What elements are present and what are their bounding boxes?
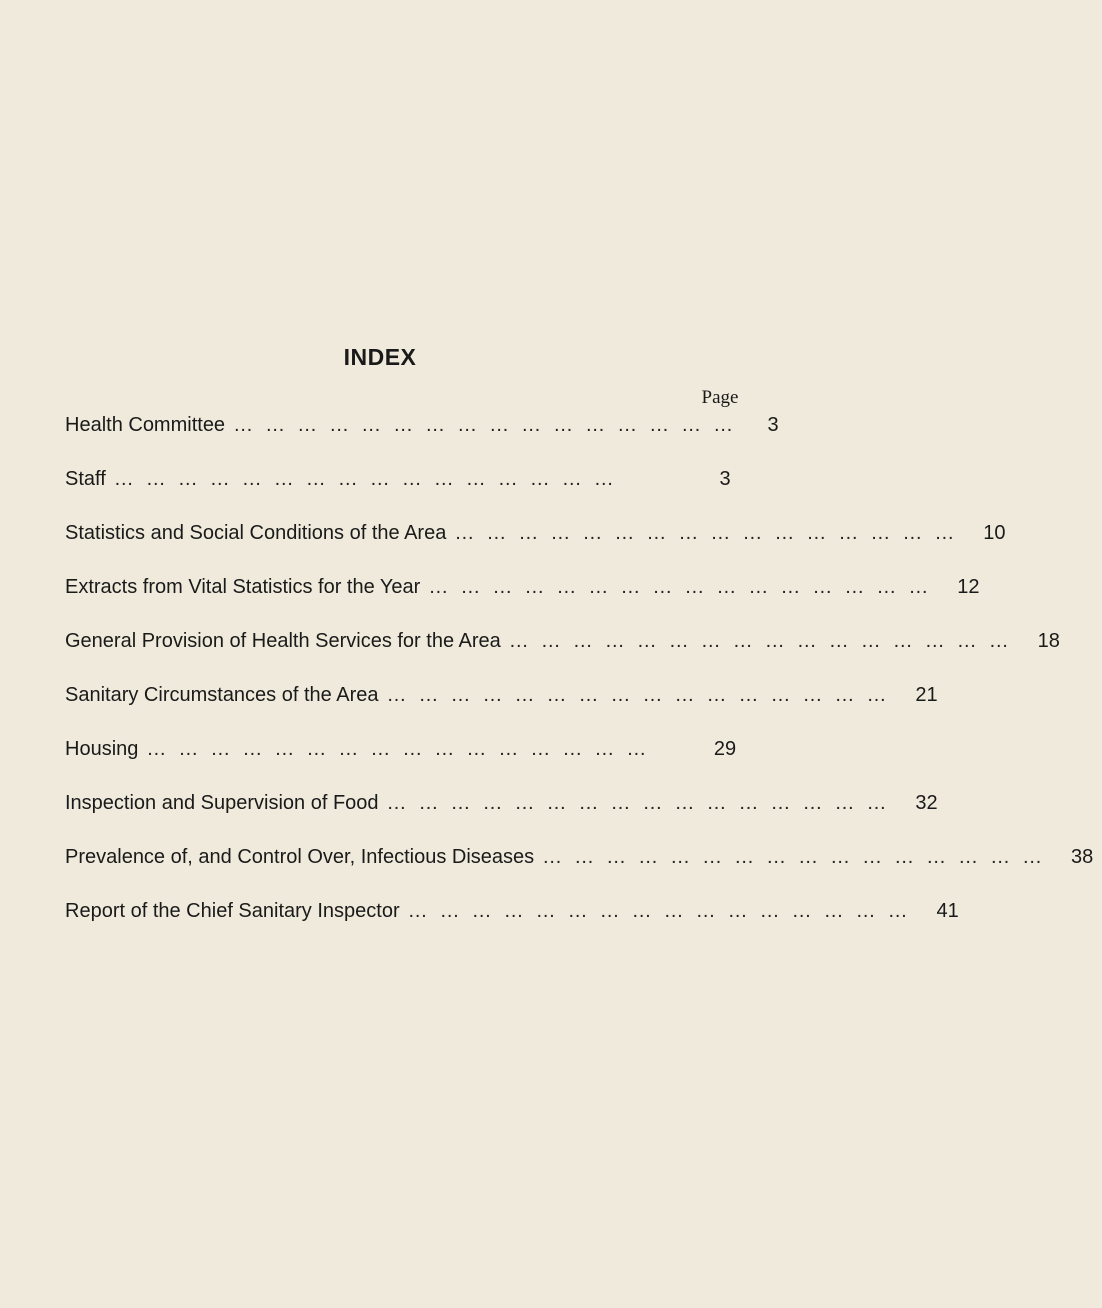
- index-entry-title: Health Committee: [65, 414, 226, 436]
- index-entry-page: 38: [1071, 846, 1094, 868]
- index-row: [65, 468, 745, 522]
- index-row: [65, 684, 938, 738]
- index-entry-page: 3: [767, 414, 779, 436]
- index-entry-title: Statistics and Social Conditions of the Area: [65, 522, 447, 544]
- index-entry-title: Extracts from Vital Statistics for the Year: [65, 576, 421, 598]
- index-entry-page: 29: [713, 738, 737, 760]
- dot-leader: …………………………………………: [113, 468, 626, 490]
- index-entry-page: 41: [936, 900, 959, 922]
- index-entry-title: Report of the Chief Sanitary Inspector: [65, 900, 400, 922]
- index-entry-title: Prevalence of, and Control Over, Infectious Diseases: [65, 846, 535, 868]
- index-row: [65, 522, 1006, 576]
- index-entry-page: 12: [957, 576, 980, 598]
- dot-leader: …………………………………………: [428, 576, 941, 598]
- index-entry-title: Sanitary Circumstances of the Area: [65, 684, 379, 706]
- dot-leader: …………………………………………: [146, 738, 659, 760]
- index-entry-page: 18: [1037, 630, 1060, 652]
- index-list: [65, 414, 1094, 954]
- index-entry-page: 10: [983, 522, 1006, 544]
- dot-leader: …………………………………………: [407, 900, 920, 922]
- index-row: [65, 738, 745, 792]
- index-row: [65, 792, 938, 846]
- index-entry-page: 3: [719, 468, 731, 490]
- dot-leader: …………………………………………: [508, 630, 1021, 652]
- index-row: [65, 414, 779, 468]
- index-entry-title: Housing: [65, 738, 139, 760]
- page-column-header: Page: [701, 387, 739, 408]
- index-row: [65, 846, 1094, 900]
- index-entry-title: Staff: [65, 468, 106, 490]
- index-title: INDEX: [343, 344, 417, 370]
- index-entry-title: Inspection and Supervision of Food: [65, 792, 379, 814]
- index-row: [65, 576, 980, 630]
- dot-leader: …………………………………………: [386, 684, 899, 706]
- index-entry-page: 32: [915, 792, 938, 814]
- index-entry-page: 21: [915, 684, 938, 706]
- dot-leader: …………………………………………: [542, 846, 1055, 868]
- index-entry-title: General Provision of Health Services for the Area: [65, 630, 501, 652]
- dot-leader: …………………………………………: [233, 414, 746, 436]
- index-row: [65, 630, 1060, 684]
- dot-leader: …………………………………………: [386, 792, 899, 814]
- dot-leader: …………………………………………: [454, 522, 967, 544]
- index-row: [65, 900, 959, 954]
